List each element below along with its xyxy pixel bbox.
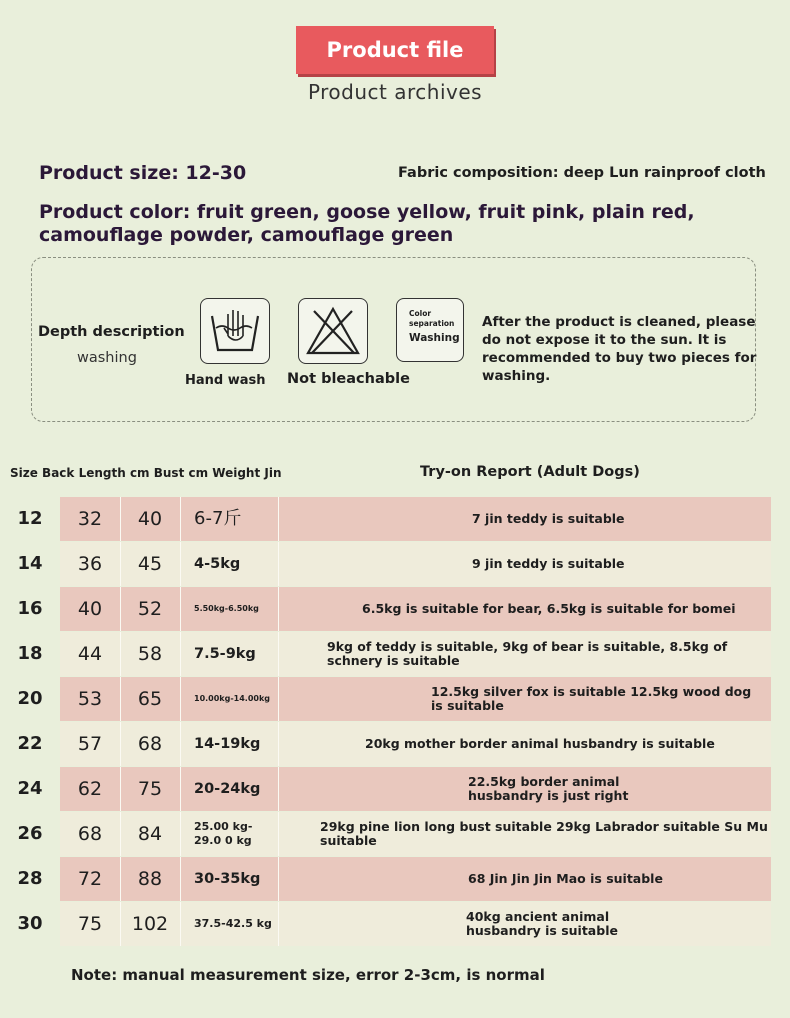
not-bleachable-icon bbox=[298, 298, 368, 364]
bust-cell: 58 bbox=[137, 643, 163, 665]
bust-cell: 84 bbox=[137, 823, 163, 845]
table-row bbox=[0, 587, 790, 631]
weight-cell: 10.00kg-14.00kg bbox=[194, 694, 271, 703]
separation-text: separation bbox=[409, 319, 455, 328]
column-divider bbox=[180, 497, 181, 541]
bust-cell: 52 bbox=[137, 598, 163, 620]
size-cell: 20 bbox=[17, 688, 43, 709]
column-divider bbox=[180, 677, 181, 721]
tryon-cell: 22.5kg border animal husbandry is just right bbox=[468, 774, 629, 803]
product-size: Product size: 12-30 bbox=[39, 162, 247, 184]
tryon-cell: 68 Jin Jin Jin Mao is suitable bbox=[468, 871, 663, 886]
column-divider bbox=[278, 677, 279, 721]
column-divider bbox=[180, 632, 181, 676]
size-cell: 26 bbox=[17, 823, 43, 844]
table-row bbox=[0, 542, 790, 586]
column-divider bbox=[278, 497, 279, 541]
bust-cell: 68 bbox=[137, 733, 163, 755]
weight-cell: 25.00 kg-29.0 0 kg bbox=[194, 820, 253, 847]
column-divider bbox=[180, 767, 181, 811]
table-column-headers: Size Back Length cm Bust cm Weight Jin bbox=[10, 466, 282, 480]
table-row bbox=[0, 767, 790, 811]
back-length-cell: 75 bbox=[77, 913, 103, 935]
table-row bbox=[0, 632, 790, 676]
not-bleachable-label: Not bleachable bbox=[287, 371, 410, 387]
back-length-cell: 68 bbox=[77, 823, 103, 845]
column-divider bbox=[180, 857, 181, 901]
color-separation-icon bbox=[396, 298, 464, 362]
size-cell: 22 bbox=[17, 733, 43, 754]
column-divider bbox=[180, 722, 181, 766]
size-cell: 18 bbox=[17, 643, 43, 664]
measurement-note: Note: manual measurement size, error 2-3cm, is normal bbox=[71, 966, 545, 984]
column-divider bbox=[278, 767, 279, 811]
weight-cell: 4-5kg bbox=[194, 556, 241, 572]
size-cell: 30 bbox=[17, 913, 43, 934]
size-cell: 16 bbox=[17, 598, 43, 619]
product-archives-subtitle: Product archives bbox=[307, 80, 483, 104]
tryon-cell: 9kg of teddy is suitable, 9kg of bear is suitable, 8.5kg of schnery is suitable bbox=[327, 639, 728, 668]
bust-cell: 40 bbox=[137, 508, 163, 530]
back-length-cell: 53 bbox=[77, 688, 103, 710]
column-divider bbox=[278, 632, 279, 676]
size-cell: 12 bbox=[17, 508, 43, 529]
washing-subtitle: washing bbox=[77, 350, 137, 366]
back-length-cell: 57 bbox=[77, 733, 103, 755]
back-length-cell: 62 bbox=[77, 778, 103, 800]
bust-cell: 102 bbox=[131, 913, 169, 935]
column-divider bbox=[278, 587, 279, 631]
care-note: After the product is cleaned, please do not expose it to the sun. It is recommended to buy two pieces for washing. bbox=[482, 314, 757, 384]
tryon-cell: 40kg ancient animal husbandry is suitable bbox=[466, 909, 618, 938]
column-divider bbox=[278, 542, 279, 586]
tryon-cell: 12.5kg silver fox is suitable 12.5kg wood dog is suitable bbox=[431, 684, 752, 713]
tryon-cell: 29kg pine lion long bust suitable 29kg Labrador suitable Su Mu suitable bbox=[320, 819, 768, 848]
hand-wash-label: Hand wash bbox=[185, 373, 266, 388]
column-divider bbox=[278, 857, 279, 901]
column-divider bbox=[278, 812, 279, 856]
column-divider bbox=[278, 722, 279, 766]
tryon-cell: 6.5kg is suitable for bear, 6.5kg is suitable for bomei bbox=[362, 601, 736, 616]
table-row bbox=[0, 857, 790, 901]
weight-cell: 30-35kg bbox=[194, 871, 261, 887]
bust-cell: 65 bbox=[137, 688, 163, 710]
column-divider bbox=[180, 902, 181, 946]
weight-cell: 20-24kg bbox=[194, 781, 261, 797]
tryon-cell: 9 jin teddy is suitable bbox=[472, 556, 625, 571]
back-length-cell: 44 bbox=[77, 643, 103, 665]
product-file-badge: Product file bbox=[296, 26, 494, 74]
tryon-cell: 7 jin teddy is suitable bbox=[472, 511, 625, 526]
hand-wash-icon bbox=[200, 298, 270, 364]
weight-cell: 37.5-42.5 kg bbox=[194, 917, 272, 930]
tryon-report-header: Try-on Report (Adult Dogs) bbox=[420, 464, 640, 480]
back-length-cell: 36 bbox=[77, 553, 103, 575]
back-length-cell: 72 bbox=[77, 868, 103, 890]
product-color: Product color: fruit green, goose yellow, fruit pink, plain red, camouflage powder, camouflage green bbox=[39, 201, 695, 246]
bust-cell: 88 bbox=[137, 868, 163, 890]
table-row bbox=[0, 722, 790, 766]
size-cell: 28 bbox=[17, 868, 43, 889]
column-divider bbox=[180, 542, 181, 586]
back-length-cell: 32 bbox=[77, 508, 103, 530]
column-divider bbox=[180, 812, 181, 856]
column-divider bbox=[180, 587, 181, 631]
color-text: Color bbox=[409, 309, 432, 318]
size-cell: 24 bbox=[17, 778, 43, 799]
column-divider bbox=[278, 902, 279, 946]
weight-cell: 14-19kg bbox=[194, 736, 261, 752]
tryon-cell: 20kg mother border animal husbandry is suitable bbox=[365, 736, 715, 751]
table-row bbox=[0, 677, 790, 721]
back-length-cell: 40 bbox=[77, 598, 103, 620]
bust-cell: 75 bbox=[137, 778, 163, 800]
size-cell: 14 bbox=[17, 553, 43, 574]
table-row bbox=[0, 812, 790, 856]
washing-text: Washing bbox=[409, 332, 460, 344]
weight-cell: 6-7斤 bbox=[194, 508, 242, 529]
depth-description-title: Depth description bbox=[38, 324, 185, 340]
fabric-composition: Fabric composition: deep Lun rainproof cloth bbox=[398, 165, 766, 181]
bust-cell: 45 bbox=[137, 553, 163, 575]
table-row bbox=[0, 902, 790, 946]
weight-cell: 7.5-9kg bbox=[194, 646, 256, 662]
table-row bbox=[0, 497, 790, 541]
weight-cell: 5.50kg-6.50kg bbox=[194, 604, 259, 613]
